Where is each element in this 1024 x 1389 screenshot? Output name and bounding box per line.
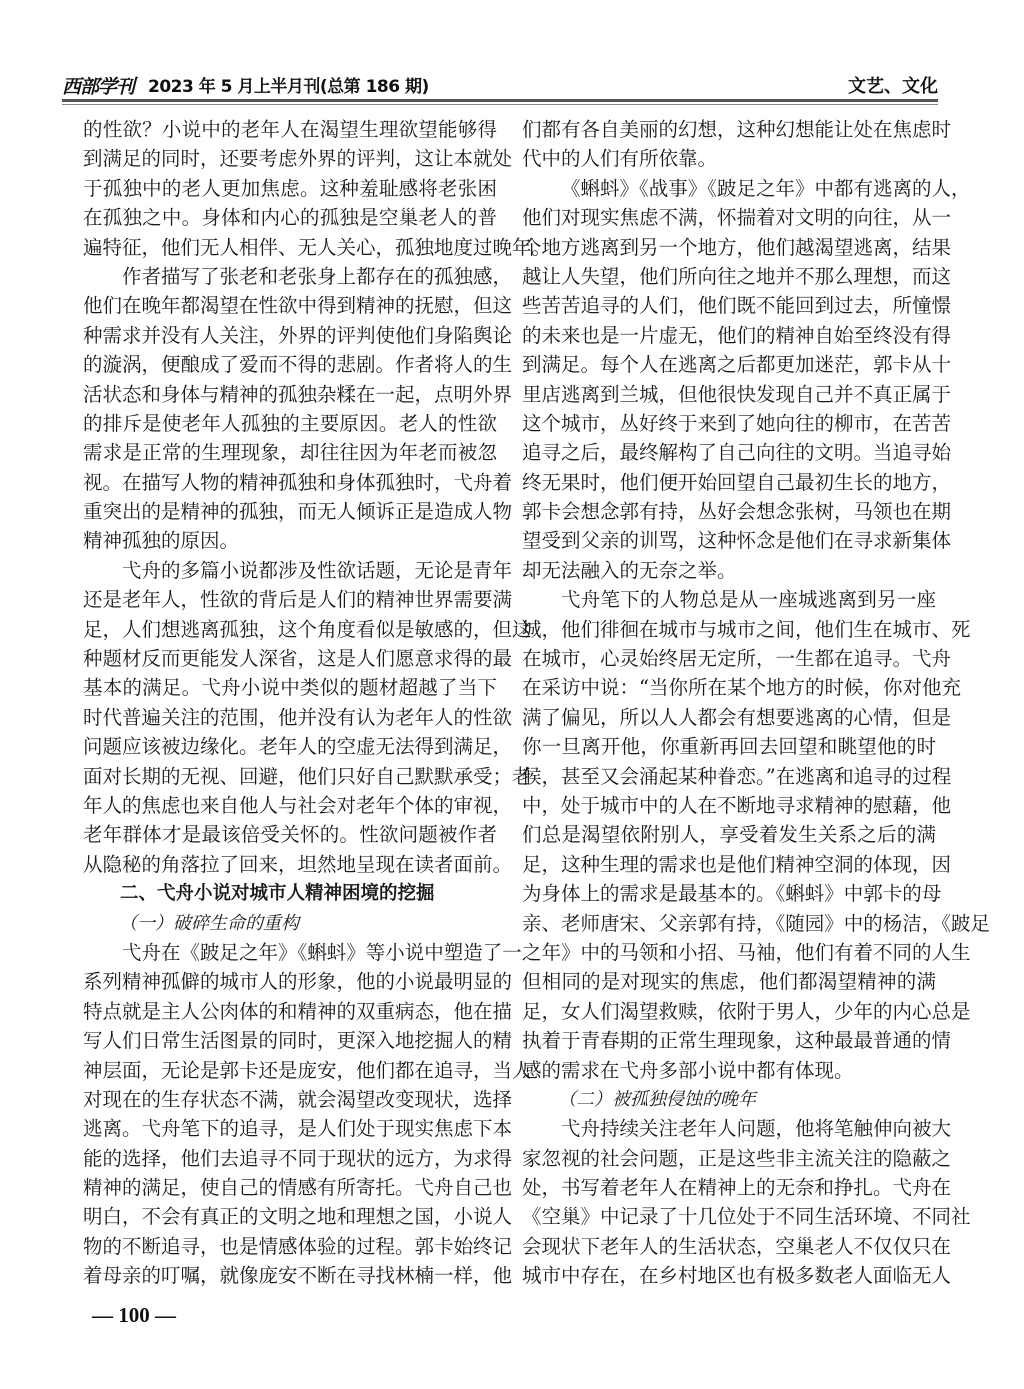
text-line: 弋舟持续关注老年人问题，他将笔触伸向被大 xyxy=(561,1117,952,1141)
text-line: 需求是正常的生理现象，却往往因为年老而被忽 xyxy=(83,441,497,465)
text-line: 望受到父亲的训骂，这种怀念是他们在寻求新集体 xyxy=(522,529,952,553)
text-line: 着母亲的叮嘱，就像庞安不断在寻找林楠一样，他 xyxy=(83,1264,513,1288)
right-column xyxy=(522,115,991,1291)
text-line: 到满足的同时，还要考虑外界的评判，这让本就处 xyxy=(83,147,513,171)
text-line: 追寻之后，最终解构了自己向往的文明。当追寻始 xyxy=(522,441,952,465)
text-line: 亲、老师唐宋、父亲郭有持，《随园》中的杨洁，《跛足 xyxy=(522,911,991,935)
subsection-heading xyxy=(522,1085,936,1114)
text-line: 能的选择，他们去追寻不同于现状的远方，为求得 xyxy=(83,1146,513,1170)
text-line: 在城市，心灵始终居无定所，一生都在追寻。弋舟 xyxy=(522,647,952,671)
text-line: 却无法融入的无奈之举。 xyxy=(522,558,737,582)
text-line: 这个城市，丛好终于来到了她向往的柳市，在苦苦 xyxy=(522,411,952,435)
text-line: 中，处于城市中的人在不断地寻求精神的慰藉，他 xyxy=(522,793,952,817)
text-line: 里店逃离到兰城，但他很快发现自己并不真正属于 xyxy=(522,382,952,406)
text-line: 从隐秘的角落拉了回来，坦然地呈现在读者面前。 xyxy=(83,852,513,876)
text-line: 问题应该被边缘化。老年人的空虚无法得到满足， xyxy=(83,735,513,759)
text-line: 精神的满足，使自己的情感有所寄托。弋舟自己也 xyxy=(83,1176,513,1200)
text-line: 在采访中说：“当你所在某个地方的时候，你对他充 xyxy=(522,676,961,700)
running-header xyxy=(62,70,938,98)
text-line: 的排斥是使老年人孤独的主要原因。老人的性欲 xyxy=(83,411,497,435)
text-line: 为身体上的需求是最基本的。《蝌蚪》中郭卡的母 xyxy=(522,882,942,906)
text-line: 作者描写了张老和老张身上都存在的孤独感， xyxy=(122,264,513,288)
text-line: 足，女人们渴望救赎，依附于男人，少年的内心总是 xyxy=(522,999,971,1023)
text-line: 对现在的生存状态不满，就会渴望改变现状，选择 xyxy=(83,1087,513,1111)
text-line: 的漩涡，便酿成了爱而不得的悲剧。作者将人的生 xyxy=(83,353,513,377)
text-line: 系列精神孤僻的城市人的形象，他的小说最明显的 xyxy=(83,970,513,994)
text-line: 他们在晚年都渴望在性欲中得到精神的抚慰，但这 xyxy=(83,294,513,318)
text-line: 的性欲？小说中的老年人在渴望生理欲望能够得 xyxy=(83,118,497,141)
section-title: 文艺、文化 xyxy=(848,76,938,97)
text-line: 精神孤独的原因。 xyxy=(83,529,240,553)
text-line: 种需求并没有人关注，外界的评判使他们身陷舆论 xyxy=(83,323,513,347)
text-line: 足，人们想逃离孤独，这个角度看似是敏感的，但这 xyxy=(83,617,532,641)
text-line: 物的不断追寻，也是情感体验的过程。郭卡始终记 xyxy=(83,1234,513,1258)
text-line: 个地方逃离到另一个地方，他们越渴望逃离，结果 xyxy=(522,235,952,259)
text-line: 的未来也是一片虚无，他们的精神自始至终没有得 xyxy=(522,323,952,347)
text-line: 逃离。弋舟笔下的追寻，是人们处于现实焦虑下本 xyxy=(83,1117,513,1141)
paragraph xyxy=(522,115,952,174)
text-line: 感的需求在弋舟多部小说中都有体现。 xyxy=(522,1058,854,1082)
text-line: 满了偏见，所以人人都会有想要逃离的心情，但是 xyxy=(522,705,952,729)
header-rule-thick xyxy=(62,99,938,102)
text-line: （二）被孤独侵蚀的晚年 xyxy=(558,1088,756,1110)
text-line: 明白，不会有真正的文明之地和理想之国，小说人 xyxy=(83,1205,513,1229)
text-line: 城市中存在，在乡村地区也有极多数老人面临无人 xyxy=(522,1264,952,1288)
text-line: 特点就是主人公肉体的和精神的双重病态，他在描 xyxy=(83,999,513,1023)
paragraph xyxy=(522,174,971,585)
header-rule-thin xyxy=(62,104,938,105)
text-line: 视。在描写人物的精神孤独和身体孤独时，弋舟着 xyxy=(83,470,513,494)
section-heading xyxy=(83,879,497,908)
text-line: 于孤独中的老人更加焦虑。这种羞耻感将老张困 xyxy=(83,176,497,200)
text-line: 年人的焦虑也来自他人与社会对老年个体的审视， xyxy=(83,793,513,817)
text-line: 《蝌蚪》《战事》《跛足之年》中都有逃离的人， xyxy=(561,176,971,200)
text-line: 二、弋舟小说对城市人精神困境的挖掘 xyxy=(120,883,435,905)
paragraph xyxy=(83,262,513,556)
paragraph xyxy=(83,938,532,1291)
text-line: 活状态和身体与精神的孤独杂糅在一起，点明外界 xyxy=(83,382,513,406)
paragraph xyxy=(522,585,991,1085)
text-line: （一）破碎生命的重构 xyxy=(119,912,299,934)
text-line: 他们对现实焦虑不满，怀揣着对文明的向往，从一 xyxy=(522,206,952,230)
text-line: 终无果时，他们便开始回望自己最初生长的地方， xyxy=(522,470,952,494)
text-line: 越让人失望，他们所向往之地并不那么理想，而这 xyxy=(522,264,952,288)
text-line: 老年群体才是最该倍受关怀的。性欲问题被作者 xyxy=(83,823,497,847)
text-line: 还是老年人，性欲的背后是人们的精神世界需要满 xyxy=(83,588,513,612)
text-line: 弋舟笔下的人物总是从一座城逃离到另一座 xyxy=(561,588,936,612)
text-line: 在孤独之中。身体和内心的孤独是空巢老人的普 xyxy=(83,206,497,230)
text-line: 们都有各自美丽的幻想，这种幻想能让处在焦虑时 xyxy=(522,118,952,141)
text-line: 家忽视的社会问题，正是这些非主流关注的隐蔽之 xyxy=(522,1146,952,1170)
subsection-heading xyxy=(83,909,497,938)
paragraph xyxy=(522,1114,971,1290)
text-line: 执着于青春期的正常生理现象，这种最最普通的情 xyxy=(522,1029,952,1053)
text-line: 写人们日常生活图景的同时，更深入地挖掘人的精 xyxy=(83,1029,513,1053)
text-line: 《空巢》中记录了十几位处于不同生活环境、不同社 xyxy=(522,1205,971,1229)
text-line: 遍特征，他们无人相伴、无人关心，孤独地度过晚年。 xyxy=(83,235,552,259)
page-number: — 100 — xyxy=(92,1303,176,1327)
text-line: 之年》中的马领和小招、马袖，他们有着不同的人生 xyxy=(522,940,971,964)
text-line: 郭卡会想念郭有持，丛好会想念张树，马领也在期 xyxy=(522,500,952,524)
text-line: 面对长期的无视、回避，他们只好自己默默承受；老 xyxy=(83,764,532,788)
paragraph xyxy=(83,556,532,879)
text-line: 弋舟在《跛足之年》《蝌蚪》等小说中塑造了一 xyxy=(122,940,522,964)
journal-logo: 西部学刊 xyxy=(62,76,135,98)
text-line: 城，他们徘徊在城市与城市之间，他们生在城市、死 xyxy=(522,617,971,641)
issue-info: 2023 年 5 月上半月刊(总第 186 期) xyxy=(148,77,429,97)
paragraph xyxy=(83,115,552,262)
text-line: 些苦苦追寻的人们，他们既不能回到过去，所憧憬 xyxy=(522,294,952,318)
text-line: 到满足。每个人在逃离之后都更加迷茫，郭卡从十 xyxy=(522,353,952,377)
text-line: 种题材反而更能发人深省，这是人们愿意求得的最 xyxy=(83,647,513,671)
text-line: 神层面，无论是郭卡还是庞安，他们都在追寻，当人 xyxy=(83,1058,532,1082)
text-line: 但相同的是对现实的焦虑，他们都渴望精神的满 xyxy=(522,970,936,994)
text-line: 代中的人们有所依靠。 xyxy=(522,147,718,171)
text-line: 基本的满足。弋舟小说中类似的题材超越了当下 xyxy=(83,676,497,700)
text-line: 们总是渴望依附别人，享受着发生关系之后的满 xyxy=(522,823,936,847)
text-line: 弋舟的多篇小说都涉及性欲话题，无论是青年 xyxy=(122,558,513,582)
left-column xyxy=(83,115,552,1291)
text-line: 足，这种生理的需求也是他们精神空洞的体现，因 xyxy=(522,852,952,876)
text-line: 处，书写着老年人在精神上的无奈和挣扎。弋舟在 xyxy=(522,1176,952,1200)
text-line: 重突出的是精神的孤独，而无人倾诉正是造成人物 xyxy=(83,500,513,524)
text-line: 你一旦离开他，你重新再回去回望和眺望他的时 xyxy=(522,735,936,759)
text-line: 时代普遍关注的范围，他并没有认为老年人的性欲 xyxy=(83,705,513,729)
text-line: 候，甚至又会涌起某种眷恋。”在逃离和追寻的过程 xyxy=(522,764,952,788)
text-line: 会现状下老年人的生活状态，空巢老人不仅仅只在 xyxy=(522,1234,952,1258)
